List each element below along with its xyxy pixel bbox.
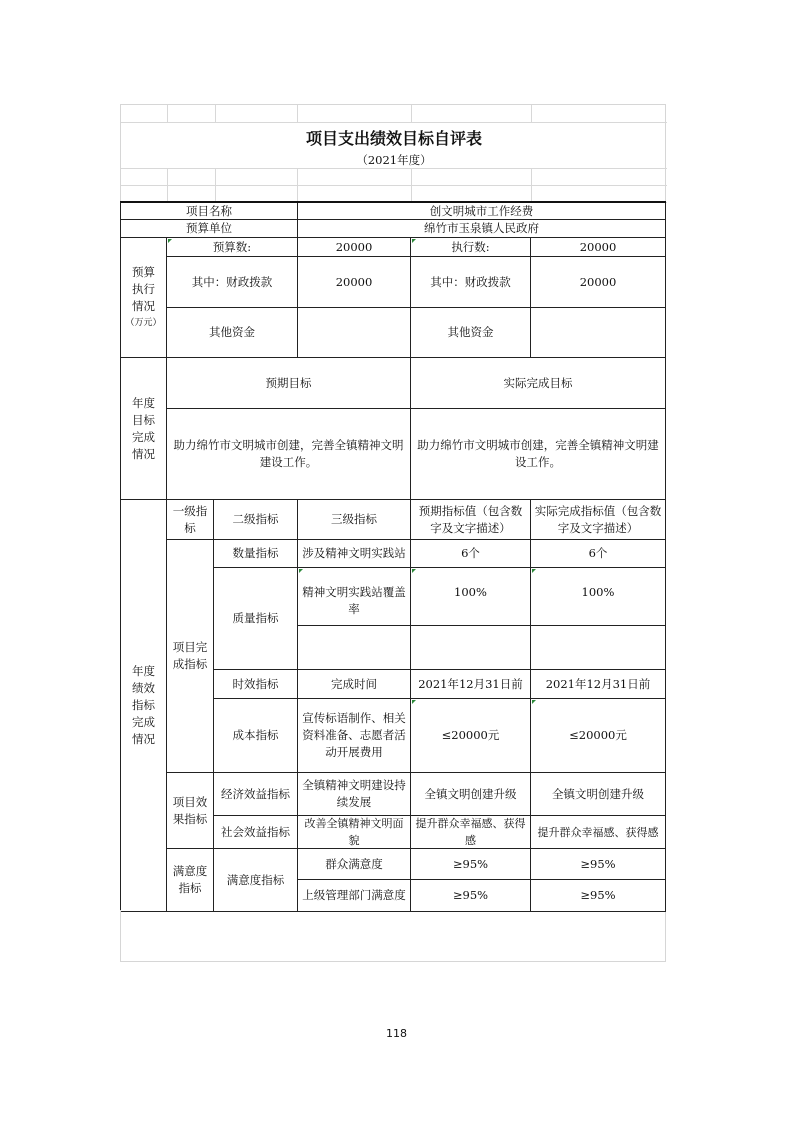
planned-label: 预算数: xyxy=(167,238,298,257)
timeliness-level2: 时效指标 xyxy=(214,670,298,699)
header-expected: 预期指标值（包含数字及文字描述） xyxy=(411,500,531,540)
comment-marker xyxy=(412,569,416,573)
quality-empty-level3 xyxy=(298,626,411,670)
page-subtitle: （2021年度） xyxy=(356,152,432,167)
economic-level3: 全镇精神文明建设持续发展 xyxy=(298,773,411,816)
planned-value: 20000 xyxy=(298,238,411,257)
social-actual: 提升群众幸福感、获得感 xyxy=(531,816,666,849)
comment-marker xyxy=(299,569,303,573)
superior-satisfaction-expected: ≥95% xyxy=(411,880,531,912)
social-level2: 社会效益指标 xyxy=(214,816,298,849)
budget-unit-label: 预算单位 xyxy=(121,220,298,238)
expected-goal-text: 助力绵竹市文明城市创建，完善全镇精神文明建设工作。 xyxy=(167,409,411,500)
quality-level2: 质量指标 xyxy=(214,568,298,670)
header-level3: 三级指标 xyxy=(298,500,411,540)
other-label-right: 其他资金 xyxy=(411,308,531,358)
superior-satisfaction-level3: 上级管理部门满意度 xyxy=(298,880,411,912)
budget-unit-note: （万元） xyxy=(125,317,162,328)
social-level3: 改善全镇精神文明面貌 xyxy=(298,816,411,849)
economic-actual: 全镇文明创建升级 xyxy=(531,773,666,816)
quality-actual: 100% xyxy=(531,568,666,626)
executed-value: 20000 xyxy=(531,238,666,257)
quantity-expected: 6个 xyxy=(411,540,531,568)
self-evaluation-table xyxy=(120,201,666,910)
timeliness-expected: 2021年12月31日前 xyxy=(411,670,531,699)
quality-empty-actual xyxy=(531,626,666,670)
effect-group-label: 项目效果指标 xyxy=(167,773,214,849)
quality-level3: 精神文明实践站覆盖率 xyxy=(298,568,411,626)
timeliness-actual: 2021年12月31日前 xyxy=(531,670,666,699)
budget-unit-value: 绵竹市玉泉镇人民政府 xyxy=(298,220,666,238)
quality-expected: 100% xyxy=(411,568,531,626)
actual-goal-header: 实际完成目标 xyxy=(411,358,666,409)
actual-goal-text: 助力绵竹市文明城市创建，完善全镇精神文明建设工作。 xyxy=(411,409,666,500)
quantity-level3: 涉及精神文明实践站 xyxy=(298,540,411,568)
project-name-label: 项目名称 xyxy=(121,203,298,220)
comment-marker xyxy=(532,700,536,704)
public-satisfaction-expected: ≥95% xyxy=(411,849,531,880)
indicators-section-text: 年度绩效指标完成情况 xyxy=(132,664,155,746)
satisfaction-group-label: 满意度指标 xyxy=(167,849,214,912)
budget-section-label xyxy=(121,238,167,358)
fiscal-value-right: 20000 xyxy=(531,257,666,308)
goals-section-text: 年度目标完成情况 xyxy=(132,395,155,461)
header-level2: 二级指标 xyxy=(214,500,298,540)
comment-marker xyxy=(412,239,416,243)
page-number: 118 xyxy=(386,1027,407,1040)
cost-level3: 宣传标语制作、相关资料准备、志愿者活动开展费用 xyxy=(298,699,411,773)
header-actual: 实际完成指标值（包含数字及文字描述） xyxy=(531,500,666,540)
fiscal-label-right: 其中：财政拨款 xyxy=(411,257,531,308)
other-label-left: 其他资金 xyxy=(167,308,298,358)
comment-marker xyxy=(412,700,416,704)
social-expected: 提升群众幸福感、获得感 xyxy=(411,816,531,849)
quality-empty-expected xyxy=(411,626,531,670)
budget-section-text: 预算执行情况 xyxy=(132,264,155,313)
page-title: 项目支出绩效目标自评表 xyxy=(305,128,482,148)
timeliness-level3: 完成时间 xyxy=(298,670,411,699)
output-group-label: 项目完成指标 xyxy=(167,540,214,773)
expected-goal-header: 预期目标 xyxy=(167,358,411,409)
fiscal-value-left: 20000 xyxy=(298,257,411,308)
comment-marker xyxy=(168,239,172,243)
fiscal-label-left: 其中：财政拨款 xyxy=(167,257,298,308)
header-level1: 一级指标 xyxy=(167,500,214,540)
economic-level2: 经济效益指标 xyxy=(214,773,298,816)
other-value-left xyxy=(298,308,411,358)
other-value-right xyxy=(531,308,666,358)
superior-satisfaction-actual: ≥95% xyxy=(531,880,666,912)
executed-label: 执行数: xyxy=(411,238,531,257)
project-name-value: 创文明城市工作经费 xyxy=(298,203,666,220)
quantity-actual: 6个 xyxy=(531,540,666,568)
cost-level2: 成本指标 xyxy=(214,699,298,773)
cost-actual: ≤20000元 xyxy=(531,699,666,773)
satisfaction-level2: 满意度指标 xyxy=(214,849,298,912)
quantity-level2: 数量指标 xyxy=(214,540,298,568)
indicators-section-label xyxy=(121,500,167,912)
economic-expected: 全镇文明创建升级 xyxy=(411,773,531,816)
cost-expected: ≤20000元 xyxy=(411,699,531,773)
public-satisfaction-level3: 群众满意度 xyxy=(298,849,411,880)
public-satisfaction-actual: ≥95% xyxy=(531,849,666,880)
goals-section-label xyxy=(121,358,167,500)
comment-marker xyxy=(532,569,536,573)
